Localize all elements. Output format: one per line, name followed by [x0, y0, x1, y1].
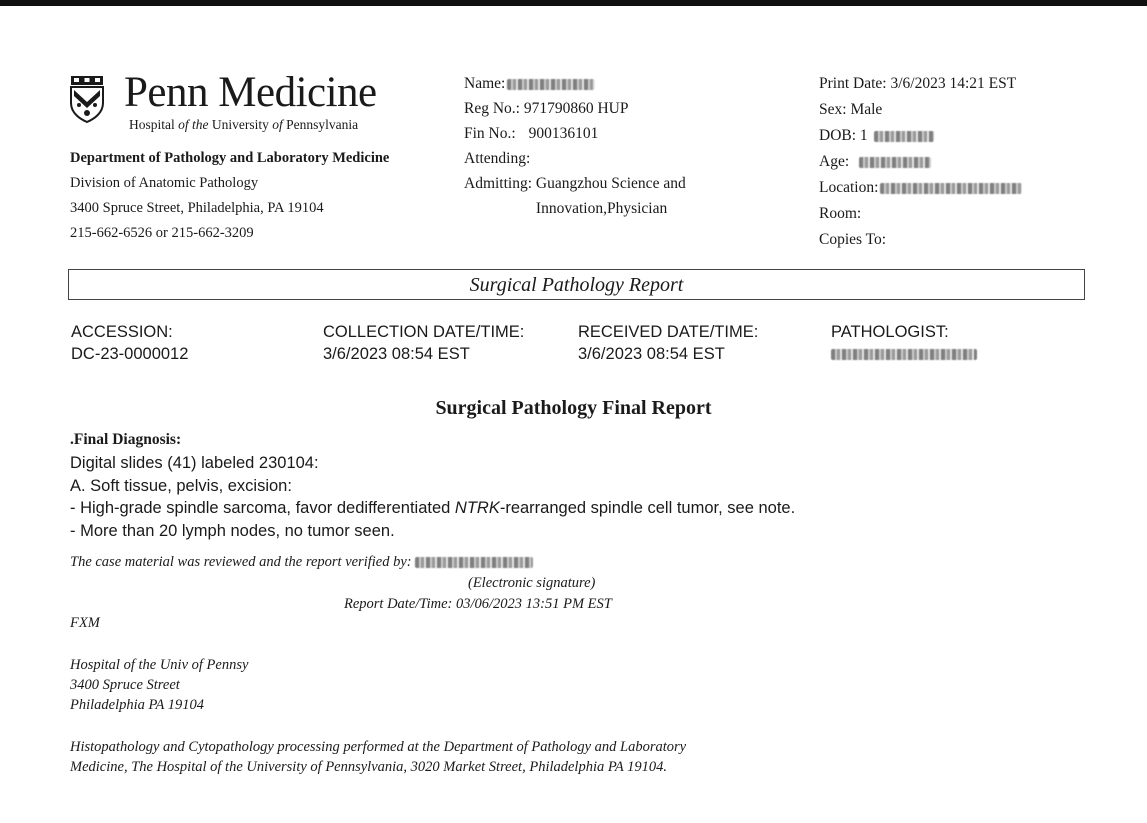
accession-value: DC-23-0000012 — [71, 345, 189, 363]
collection-value: 3/6/2023 08:54 EST — [323, 345, 470, 363]
verified-by: The case material was reviewed and the report verified by: — [70, 552, 533, 572]
fin-row: Fin No.: 900136101 — [464, 125, 599, 142]
report-title-box — [68, 269, 1085, 300]
final-diagnosis-body: Digital slides (41) labeled 230104: A. Soft tissue, pelvis, excision: - High-grade spindle sarcoma, favor dedifferentiated NTRK-rearranged spindle cell tumor, see note. - More than 20 lymph nodes, no tumor seen. — [70, 454, 796, 540]
pathologist-block: PATHOLOGIST: — [831, 321, 977, 365]
redacted-verifier — [415, 557, 533, 568]
received-value: 3/6/2023 08:54 EST — [578, 345, 725, 363]
initials: FXM — [70, 615, 100, 631]
department-phone: 215-662-6526 or 215-662-3209 — [70, 225, 254, 241]
final-report-title: Surgical Pathology Final Report — [435, 397, 712, 419]
processing-note: Histopathology and Cytopathology processing performed at the Department of Pathology and Laboratory Medicine, The Hospital of the University of Pennsylvania, 3020 Market Street, Philadelphia PA 19104. — [70, 739, 687, 775]
redacted-name — [507, 79, 595, 90]
electronic-signature: (Electronic signature) — [468, 575, 596, 591]
penn-shield-icon — [70, 75, 104, 123]
logo-title: Penn Medicine — [124, 69, 377, 116]
patient-name-row: Name: — [464, 71, 726, 96]
redacted-location — [880, 183, 1022, 194]
report-title: Surgical Pathology Report — [469, 274, 684, 296]
redacted-dob — [874, 131, 934, 142]
attending-row: Attending: — [464, 150, 531, 167]
department-name: Department of Pathology and Laboratory Medicine — [70, 150, 390, 166]
accession-block: ACCESSION: DC-23-0000012 — [71, 323, 189, 363]
copies-row: Copies To: — [819, 231, 887, 248]
admitting-row: Admitting: Guangzhou Science and Innovation,Physician — [464, 175, 686, 217]
age-row: Age: — [819, 149, 1022, 175]
patient-info — [464, 71, 726, 221]
final-diagnosis-heading: .Final Diagnosis: — [70, 431, 182, 448]
redacted-pathologist — [831, 349, 977, 360]
location-row: Location: — [819, 175, 1022, 201]
logo-subtitle: Hospital of the University of Pennsylvania — [129, 117, 359, 132]
top-border — [0, 0, 1147, 6]
received-block: RECEIVED DATE/TIME: 3/6/2023 08:54 EST — [578, 323, 759, 363]
dob-row: DOB: 1 — [819, 123, 1022, 149]
reg-row: Reg No.: 971790860 HUP — [464, 100, 629, 117]
sex-row: Sex: Male — [819, 101, 883, 118]
hospital-address: Hospital of the Univ of Pennsy 3400 Spruce Street Philadelphia PA 19104 — [70, 657, 249, 713]
print-info — [819, 71, 1022, 253]
report-datetime: Report Date/Time: 03/06/2023 13:51 PM EST — [344, 596, 612, 612]
room-row: Room: — [819, 205, 862, 222]
collection-block: COLLECTION DATE/TIME: 3/6/2023 08:54 EST — [323, 323, 525, 363]
print-date-row: Print Date: 3/6/2023 14:21 EST — [819, 75, 1017, 92]
department-block — [70, 146, 389, 246]
redacted-age — [859, 157, 931, 168]
division-name: Division of Anatomic Pathology — [70, 175, 259, 191]
department-address: 3400 Spruce Street, Philadelphia, PA 19104 — [70, 200, 324, 216]
